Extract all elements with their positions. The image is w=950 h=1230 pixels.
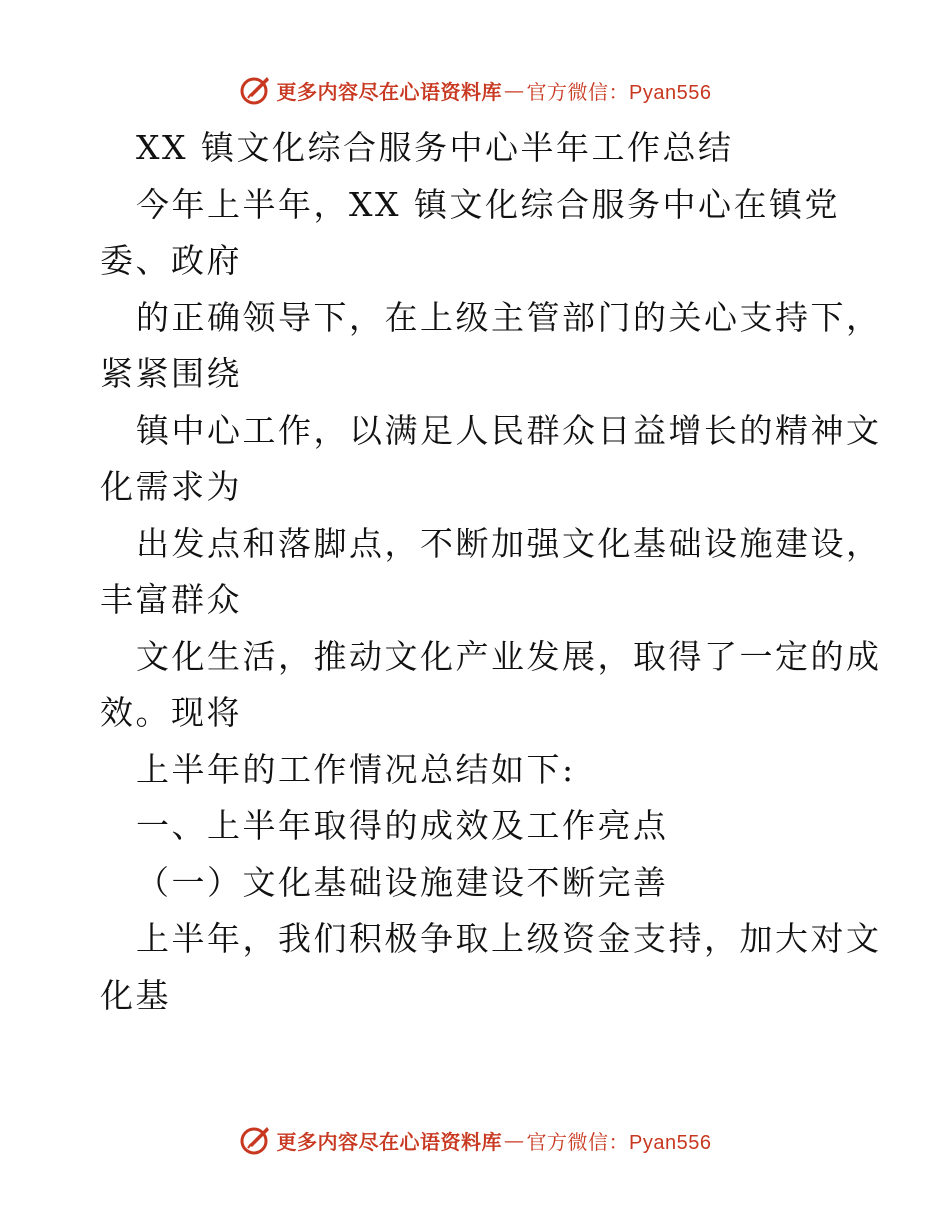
banner-wechat-text: 官方微信：Pyan556 <box>526 81 712 104</box>
paragraph-line: 上半年的工作情况总结如下: <box>136 749 576 789</box>
quill-circle-logo-icon <box>239 1123 273 1157</box>
section-heading: 一、上半年取得的成效及工作亮点 <box>136 806 669 845</box>
banner-dash: — <box>504 1128 525 1152</box>
quill-circle-logo-icon <box>239 73 273 107</box>
paragraph-line: 上半年，我们积极争取上级资金支持，加大对文 <box>136 919 882 958</box>
paragraph-line: 化基 <box>100 975 171 1015</box>
subsection-heading: （一）文化基础设施建设不断完善 <box>136 862 669 902</box>
header-watermark-banner <box>0 70 950 110</box>
paragraph-line: 文化生活，推动文化产业发展，取得了一定的成 <box>136 636 882 676</box>
paragraph-line: 今年上半年，XX 镇文化综合服务中心在镇党 <box>136 184 840 224</box>
banner-dash: — <box>504 78 525 102</box>
paragraph-line: 化需求为 <box>100 467 242 506</box>
paragraph-line: 出发点和落脚点，不断加强文化基础设施建设， <box>136 523 882 563</box>
footer-watermark-banner <box>0 1120 950 1160</box>
paragraph-line: 紧紧围绕 <box>100 354 242 393</box>
paragraph-line: 的正确领导下，在上级主管部门的关心支持下， <box>136 297 882 337</box>
document-body <box>100 120 882 1024</box>
document-title: XX 镇文化综合服务中心半年工作总结 <box>136 128 734 167</box>
paragraph-line: 效。现将 <box>100 693 242 732</box>
banner-main-text: 更多内容尽在心语资料库 <box>276 79 503 104</box>
paragraph-line: 丰富群众 <box>100 580 242 619</box>
paragraph-line: 委、政府 <box>100 241 242 280</box>
banner-wechat-text: 官方微信：Pyan556 <box>526 1131 712 1154</box>
paragraph-line: 镇中心工作，以满足人民群众日益增长的精神文 <box>136 410 882 450</box>
banner-main-text: 更多内容尽在心语资料库 <box>276 1129 503 1154</box>
